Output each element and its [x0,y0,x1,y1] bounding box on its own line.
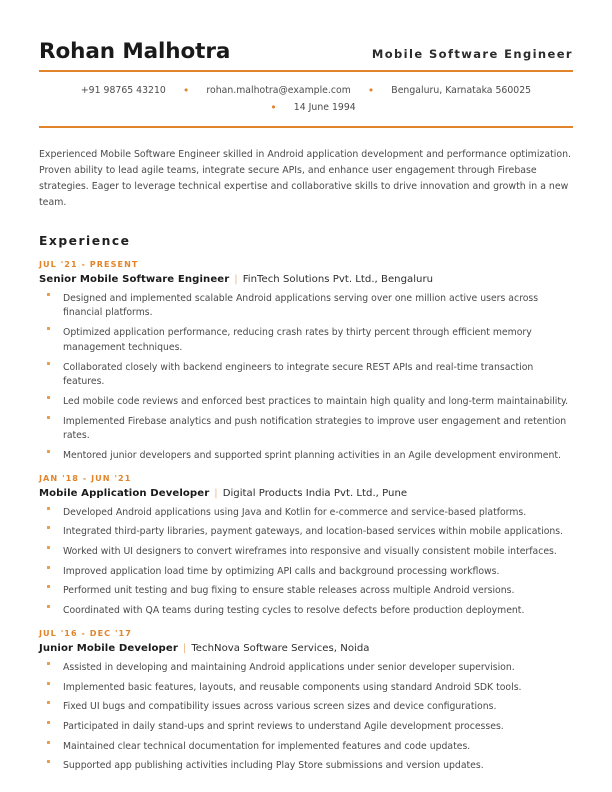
bullet-text: Implemented basic features, layouts, and reusable components using standard Android SDK tools. [63,681,522,693]
bullet-dot-icon [47,682,50,685]
bullet-dot-icon [47,362,50,365]
list-item [39,415,573,444]
bullet-dot-icon [47,293,50,296]
experience-bullets [39,292,573,464]
experience-entry [39,628,573,774]
contact-separator-dot: • [270,101,277,115]
bullet-dot-icon [47,526,50,529]
experience-entry [39,473,573,619]
resume-header [39,40,573,70]
bullet-text: Integrated third-party libraries, payment gateways, and location-based services within mobile applications. [63,526,564,538]
bullet-text: Fixed UI bugs and compatibility issues across various screen sizes and device configurations. [63,701,497,713]
bullet-dot-icon [47,396,50,399]
list-item [39,661,573,676]
list-item [39,584,573,599]
experience-headline [39,487,573,500]
contact-line-secondary [39,99,573,117]
list-item [39,326,573,355]
bullet-dot-icon [47,327,50,330]
experience-employer: TechNova Software Services, Noida [191,642,370,654]
experience-entry [39,259,573,464]
experience-bullets [39,661,573,774]
list-item [39,525,573,540]
experience-employer: FinTech Solutions Pvt. Ltd., Bengaluru [242,273,434,285]
list-item [39,395,573,410]
bullet-text: Optimized application performance, reducing crash rates by thirty percent through efficient memory management techniques. [63,327,532,353]
bullet-text: Improved application load time by optimizing API calls and background processing workflows. [63,565,500,577]
contact-separator-dot: • [182,83,190,97]
list-item [39,361,573,390]
contact-block [39,72,573,126]
bullet-dot-icon [47,741,50,744]
bullet-text: Participated in daily stand-ups and sprint reviews to understand Agile development processes. [63,721,504,733]
contact-phone: +91 98765 43210 [80,84,166,96]
list-item [39,565,573,580]
bullet-dot-icon [47,662,50,665]
bullet-text: Developed Android applications using Java and Kotlin for e-commerce and service-based platforms. [63,506,527,518]
candidate-job-role: Mobile Software Engineer [371,47,573,61]
experience-job-title: Senior Mobile Software Engineer [39,273,230,285]
section-title-experience: Experience [39,233,131,248]
list-item [39,292,573,321]
bullet-dot-icon [47,721,50,724]
bullet-text: Led mobile code reviews and enforced best practices to maintain high quality and long-term maintainability. [63,395,569,407]
bullet-text: Collaborated closely with backend engineers to integrate secure REST APIs and real-time transaction features. [63,361,534,388]
list-item [39,720,573,735]
bullet-dot-icon [47,701,50,704]
candidate-name: Rohan Malhotra [39,39,231,64]
list-item [39,545,573,560]
bullet-text: Supported app publishing activities including Play Store submissions and version updates. [63,760,484,772]
list-item [39,506,573,521]
bullet-text: Designed and implemented scalable Android applications serving over one million active users across financial platforms. [63,292,539,319]
contact-separator-dot: • [367,83,375,97]
experience-job-title: Mobile Application Developer [39,487,210,499]
experience-dates: JAN '18 - JUN '21 [39,472,132,483]
contact-location: Bengaluru, Karnataka 560025 [391,84,532,96]
bullet-dot-icon [47,566,50,569]
experience-headline [39,273,573,286]
experience-employer: Digital Products India Pvt. Ltd., Pune [222,487,408,499]
bullet-dot-icon [47,450,50,453]
bullet-dot-icon [47,605,50,608]
bullet-dot-icon [47,546,50,549]
list-item [39,449,573,464]
bullet-text: Mentored junior developers and supported sprint planning activities in an Agile development environment. [63,449,561,461]
experience-dates: JUL '21 - PRESENT [39,258,139,269]
bullet-text: Performed unit testing and bug fixing to ensure stable releases across multiple Android versions. [63,585,515,597]
header-rule-bottom [39,126,573,128]
bullet-text: Coordinated with QA teams during testing cycles to resolve defects before production deployment. [63,605,525,617]
list-item [39,604,573,619]
experience-job-title: Junior Mobile Developer [39,642,178,654]
bullet-text: Maintained clear technical documentation for implemented features and code updates. [63,740,471,752]
experience-headline [39,642,573,655]
contact-birthdate: 14 June 1994 [293,102,356,114]
list-item [39,681,573,696]
title-employer-divider: | [214,487,218,499]
title-employer-divider: | [234,273,238,285]
bullet-text: Worked with UI designers to convert wireframes into responsive and visually consistent mobile interfaces. [63,546,557,558]
list-item [39,700,573,715]
bullet-text: Assisted in developing and maintaining Android applications under senior developer supervision. [63,661,515,673]
list-item [39,740,573,755]
contact-line-primary [39,82,573,100]
bullet-dot-icon [47,507,50,510]
experience-dates: JUL '16 - DEC '17 [39,627,132,638]
list-item [39,759,573,774]
bullet-dot-icon [47,416,50,419]
experience-list [39,259,573,774]
professional-summary: Experienced Mobile Software Engineer skilled in Android application development and performance optimization. Proven ability to lead agile teams, integrate secure APIs, and enhance user engagement through Firebase strategies. Eager to leverage technical expertise and collaborative skills to drive innovation and growth in a new team. [39,148,572,209]
title-employer-divider: | [182,642,187,654]
contact-email[interactable]: rohan.malhotra@example.com [206,84,351,96]
bullet-text: Implemented Firebase analytics and push notification strategies to improve user engagement and retention rates. [63,415,567,442]
bullet-dot-icon [47,760,50,763]
experience-bullets [39,506,573,619]
bullet-dot-icon [47,585,50,588]
